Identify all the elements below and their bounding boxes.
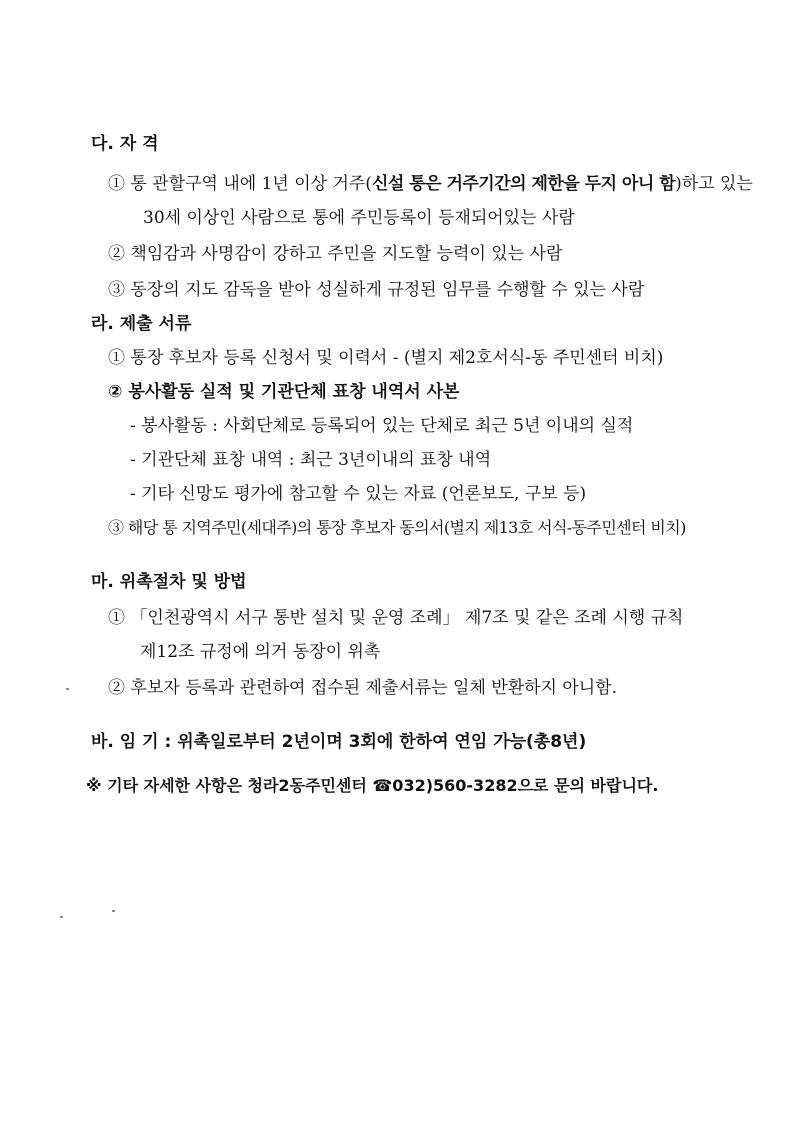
qualification-item-3 [108,278,644,302]
section-heading-qualification: 다. 자 격 [91,134,159,154]
item-text-pre: 통 관할구역 내에 1년 이상 거주( [130,174,372,194]
item-text: 후보자 등록과 관련하여 접수된 제출서류는 일체 반환하지 아니함. [130,678,618,698]
item-number: ③ [108,280,125,300]
item-text: 책임감과 사명감이 강하고 주민을 지도할 능력이 있는 사람 [130,244,563,264]
item-number: ① [108,174,125,194]
item-number: ① [108,608,125,628]
item-number: ③ [108,518,124,537]
item-text-post: )하고 있는 [675,174,753,194]
procedure-item-2 [108,676,617,700]
item-number: ② [108,678,125,698]
scan-speck [112,910,115,912]
qualification-item-1 [108,172,753,196]
qualification-item-1-continuation: 30세 이상인 사람으로 통에 주민등록이 등재되어있는 사람 [143,208,575,228]
documents-item-2 [108,380,459,404]
item-text: 통장 후보자 등록 신청서 및 이력서 - (별지 제2호서식-동 주민센터 비치) [130,348,664,368]
item-number: ① [108,348,125,368]
documents-sub-item-3: - 기타 신망도 평가에 참고할 수 있는 자료 (언론보도, 구보 등) [130,484,587,504]
procedure-item-1 [108,606,683,630]
contact-note: ※ 기타 자세한 사항은 청라2동주민센터 ☎032)560-3282으로 문의 바랍니다. [86,776,659,795]
item-text: 동장의 지도 감독을 받아 성실하게 규정된 임무를 수행할 수 있는 사람 [130,280,645,300]
scan-speck [66,688,69,690]
section-term: 바. 임 기 : 위촉일로부터 2년이며 3회에 한하여 연임 가능(총8년) [91,732,587,752]
documents-sub-item-1: - 봉사활동 : 사회단체로 등록되어 있는 단체로 최근 5년 이내의 실적 [130,416,634,436]
item-number: ② [108,244,125,264]
section-heading-procedure: 마. 위촉절차 및 방법 [91,572,247,592]
qualification-item-2 [108,242,562,266]
scan-speck [60,916,63,918]
documents-item-3 [108,516,686,540]
procedure-item-1-continuation: 제12조 규정에 의거 동장이 위촉 [140,642,381,662]
section-heading-documents: 라. 제출 서류 [91,314,192,334]
item-text: 해당 통 지역주민(세대주)의 통장 후보자 동의서(별지 제13호 서식-동주민센터 비치) [127,518,686,537]
item-text: 봉사활동 실적 및 기관단체 표창 내역서 사본 [128,382,460,402]
item-text: 「인천광역시 서구 통반 설치 및 운영 조례」 제7조 및 같은 조례 시행 규칙 [130,608,684,628]
item-text-bold: 신설 통은 거주기간의 제한을 두지 아니 함 [371,174,676,194]
item-number: ② [108,382,123,402]
documents-sub-item-2: - 기관단체 표창 내역 : 최근 3년이내의 표창 내역 [130,450,492,470]
documents-item-1 [108,346,663,370]
